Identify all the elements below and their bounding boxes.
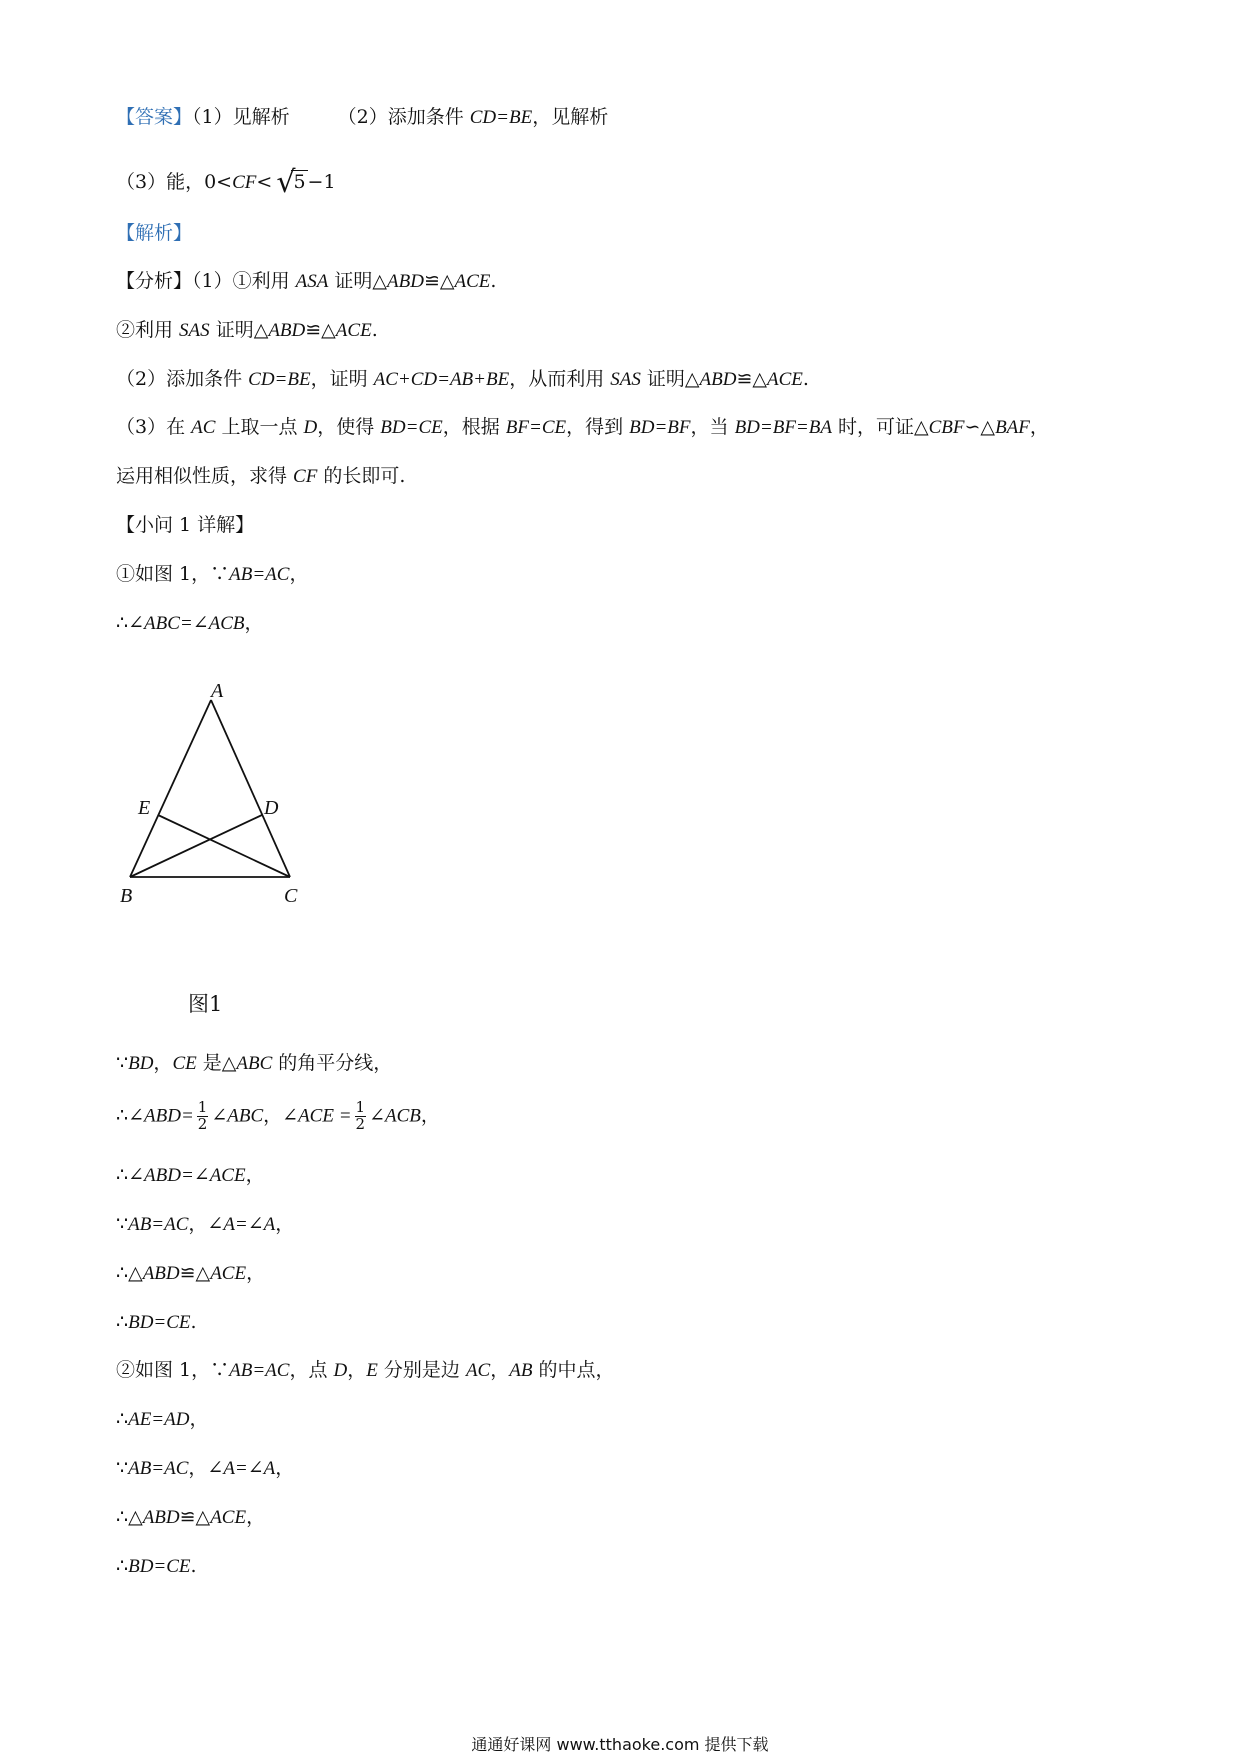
s7-end: ，	[246, 1262, 266, 1284]
s10-pre: ∴	[116, 1408, 129, 1430]
s1-eq: AB=AC	[229, 564, 290, 585]
fenxi-l1-cong: ≌△	[423, 270, 455, 292]
fenxi-l3-sas: SAS	[610, 369, 641, 390]
s13-pre: ∴	[116, 1555, 129, 1577]
fenxi-l3-cong: ≌△	[736, 368, 767, 390]
fenxi-l4-cbf: CBF	[928, 417, 965, 438]
fenxi-l2-abd: ABD	[268, 320, 306, 341]
s5-eq: ABD=∠ACE	[144, 1165, 246, 1186]
fenxi-l1-asa: ASA	[295, 271, 329, 292]
fenxi-l4-t5: ，当	[690, 416, 735, 438]
s2-pre: ∴∠	[116, 612, 145, 634]
s9-t2: ，	[347, 1359, 367, 1381]
s3-bd: BD	[128, 1053, 154, 1074]
fenxi-l4-t3: ，根据	[442, 416, 506, 438]
s12-end: ，	[246, 1506, 266, 1528]
fenxi-l4-baf: BAF	[995, 417, 1030, 438]
fenxi-line-4	[116, 418, 1049, 437]
s13-end: .	[190, 1555, 197, 1577]
fenxi-line-2	[116, 321, 378, 340]
label-b: B	[120, 885, 133, 907]
s6-mid: ，∠	[188, 1213, 224, 1235]
sub1-line-13	[116, 1557, 197, 1576]
s9-pre: ②如图 1，∵	[116, 1359, 230, 1381]
s9-t4: ，	[490, 1359, 510, 1381]
answer-part3-lt: <	[256, 171, 273, 193]
fenxi-line-5	[116, 467, 405, 486]
s6-eq: AB=AC	[128, 1214, 189, 1235]
sqrt-sign-icon: √	[276, 165, 296, 200]
fraction-half	[197, 1100, 209, 1133]
fenxi-l2-pre: ②利用	[116, 319, 180, 341]
fenxi-l3-cd: CD=BE	[248, 369, 311, 390]
answer-part3-prefix: （3）能，0<	[116, 171, 233, 193]
s4-pre: ∴∠	[116, 1104, 145, 1127]
s4-mid: ，∠	[263, 1104, 299, 1127]
fenxi-l4-t4: ，得到	[566, 416, 630, 438]
s7-cong: ≌△	[179, 1262, 211, 1284]
fenxi-l3-mid: ，证明	[310, 368, 374, 390]
fenxi-l5-end: 的长即可.	[317, 465, 406, 487]
fenxi-l3-end: .	[802, 368, 809, 390]
s3-ce: CE	[172, 1053, 197, 1074]
fenxi-l3-pre: （2）添加条件	[116, 368, 249, 390]
s9-eq: AB=AC	[229, 1360, 290, 1381]
s4-acb: ∠ACB	[369, 1105, 421, 1127]
fenxi-l2-ace: ACE	[335, 320, 372, 341]
s8-eq: BD=CE	[128, 1312, 191, 1333]
fenxi-l4-bfce: BF=CE	[505, 417, 567, 438]
s9-ab: AB	[509, 1360, 533, 1381]
label-c: C	[284, 885, 298, 907]
fenxi-l3-ace: ACE	[766, 369, 803, 390]
sub1-line-7	[116, 1264, 265, 1283]
fenxi-l4-end: ，	[1029, 416, 1049, 438]
fenxi-l5-cf: CF	[293, 466, 318, 487]
fenxi-l3-abd: ABD	[699, 369, 737, 390]
sub1-line-8	[116, 1313, 197, 1332]
fenxi-l4-pre: （3）在	[116, 416, 192, 438]
frac-den-2: 2	[355, 1114, 366, 1133]
segment-ce	[158, 815, 290, 877]
fenxi-l4-sim: ∽△	[964, 416, 996, 438]
answer-part3-tail: −1	[307, 171, 336, 193]
fenxi-l1-label: 【分析】（1）①利用	[116, 270, 296, 292]
s1-end: ，	[289, 563, 309, 585]
s11-mid: ，∠	[188, 1457, 224, 1479]
sub1-line-4	[116, 1100, 440, 1133]
fenxi-l2-mid: 证明△	[209, 319, 269, 341]
s11-eq2: A=∠A	[223, 1458, 276, 1479]
fenxi-l5-pre: 运用相似性质，求得	[116, 465, 294, 487]
answer-line-2	[116, 164, 336, 200]
answer-part2-suffix: ，见解析	[532, 106, 609, 128]
s3-t: 是△	[196, 1052, 237, 1074]
triangle-figure	[116, 680, 326, 910]
s9-t3: 分别是边	[377, 1359, 466, 1381]
answer-part2-prefix: （2）添加条件	[337, 106, 470, 128]
fenxi-l4-bdbfba: BD=BF=BA	[734, 417, 832, 438]
s2-end: ，	[244, 612, 264, 634]
sub1-line-3	[116, 1054, 392, 1073]
fenxi-l1-abd: ABD	[387, 271, 424, 292]
s5-pre: ∴∠	[116, 1164, 145, 1186]
sub1-line-6	[116, 1215, 294, 1234]
s8-end: .	[190, 1311, 197, 1333]
label-e: E	[138, 797, 151, 819]
sub1-line-12	[116, 1508, 265, 1527]
sub1-line-10	[116, 1410, 208, 1429]
sub1-line-2	[116, 614, 264, 633]
fenxi-l1-end: .	[490, 270, 497, 292]
s10-end: ，	[189, 1408, 209, 1430]
s3-abc: ABC	[236, 1053, 273, 1074]
s12-cong: ≌△	[179, 1506, 211, 1528]
s4-ace: ACE =	[298, 1105, 352, 1127]
fenxi-l4-bdce: BD=CE	[380, 417, 443, 438]
s12-ace: ACE	[210, 1507, 247, 1528]
s4-abd: ABD=	[144, 1105, 194, 1127]
s9-d: D	[333, 1360, 348, 1381]
sub1-line-5	[116, 1166, 265, 1185]
sub1-line-1	[116, 565, 308, 584]
answer-label: 【答案】	[116, 106, 193, 128]
frac-den: 2	[197, 1114, 208, 1133]
s11-eq: AB=AC	[128, 1458, 189, 1479]
fenxi-l4-t6: 时，可证△	[831, 416, 929, 438]
side-ac	[211, 700, 290, 877]
segment-bd	[130, 815, 262, 877]
s12-abd: ABD	[142, 1507, 180, 1528]
fenxi-l2-end: .	[371, 319, 378, 341]
fenxi-l3-mid3: 证明△	[640, 368, 700, 390]
s6-pre: ∵	[116, 1213, 129, 1235]
fenxi-l4-d: D	[303, 417, 318, 438]
s9-e: E	[366, 1360, 378, 1381]
s7-abd: ABD	[142, 1263, 180, 1284]
s7-ace: ACE	[210, 1263, 247, 1284]
fenxi-l3-eq: AC+CD=AB+BE	[373, 369, 510, 390]
s3-pre: ∵	[116, 1052, 129, 1074]
fenxi-line-3	[116, 370, 809, 389]
s5-end: ，	[245, 1164, 265, 1186]
figure-caption: 图1	[188, 992, 223, 1016]
fenxi-l4-t1: 上取一点	[215, 416, 304, 438]
fenxi-l3-mid2: ，从而利用	[509, 368, 611, 390]
answer-part1: （1）见解析	[192, 106, 290, 128]
fenxi-l1-mid: 证明△	[328, 270, 388, 292]
label-d: D	[264, 797, 279, 819]
s13-eq: BD=CE	[128, 1556, 191, 1577]
fenxi-l4-bdbf: BD=BF	[629, 417, 691, 438]
s10-eq: AE=AD	[128, 1409, 190, 1430]
s9-ac: AC	[465, 1360, 491, 1381]
frac-num-2: 1	[355, 1098, 366, 1116]
s9-t1: ，点	[289, 1359, 334, 1381]
fenxi-line-1	[116, 272, 496, 291]
answer-line-1	[116, 108, 608, 127]
s6-end: ，	[275, 1213, 295, 1235]
s4-end: ，	[420, 1104, 440, 1127]
fenxi-l2-sas: SAS	[179, 320, 210, 341]
fenxi-l1-ace: ACE	[454, 271, 491, 292]
answer-part3-var: CF	[232, 172, 257, 193]
sqrt-radicand: 5	[293, 171, 306, 193]
s6-eq2: A=∠A	[223, 1214, 276, 1235]
sqrt-expression	[276, 164, 307, 200]
answer-part2-cond: CD=BE	[469, 107, 533, 128]
s9-end: 的中点，	[532, 1359, 615, 1381]
frac-num: 1	[197, 1098, 208, 1116]
s2-eq: ABC=∠ACB	[144, 613, 245, 634]
fenxi-l2-cong: ≌△	[305, 319, 336, 341]
sub1-line-9	[116, 1361, 615, 1380]
side-ab	[130, 700, 211, 877]
sub1-label: 【小问 1 详解】	[116, 514, 255, 536]
s7-pre: ∴△	[116, 1262, 143, 1284]
s8-pre: ∴	[116, 1311, 129, 1333]
s11-end: ，	[275, 1457, 295, 1479]
s11-pre: ∵	[116, 1457, 129, 1479]
s12-pre: ∴△	[116, 1506, 143, 1528]
fenxi-l4-t2: ，使得	[317, 416, 381, 438]
page-footer: 通通好课网 www.tthaoke.com 提供下载	[471, 1735, 769, 1754]
s3-end: 的角平分线，	[272, 1052, 393, 1074]
s3-mid: ，	[153, 1052, 173, 1074]
fenxi-l4-ac: AC	[191, 417, 216, 438]
sub1-line-11	[116, 1459, 294, 1478]
s1-pre: ①如图 1，∵	[116, 563, 230, 585]
label-a: A	[211, 680, 224, 702]
s4-abc: ∠ABC	[211, 1105, 264, 1127]
fraction-half-2	[355, 1100, 367, 1133]
analysis-label: 【解析】	[116, 222, 193, 244]
